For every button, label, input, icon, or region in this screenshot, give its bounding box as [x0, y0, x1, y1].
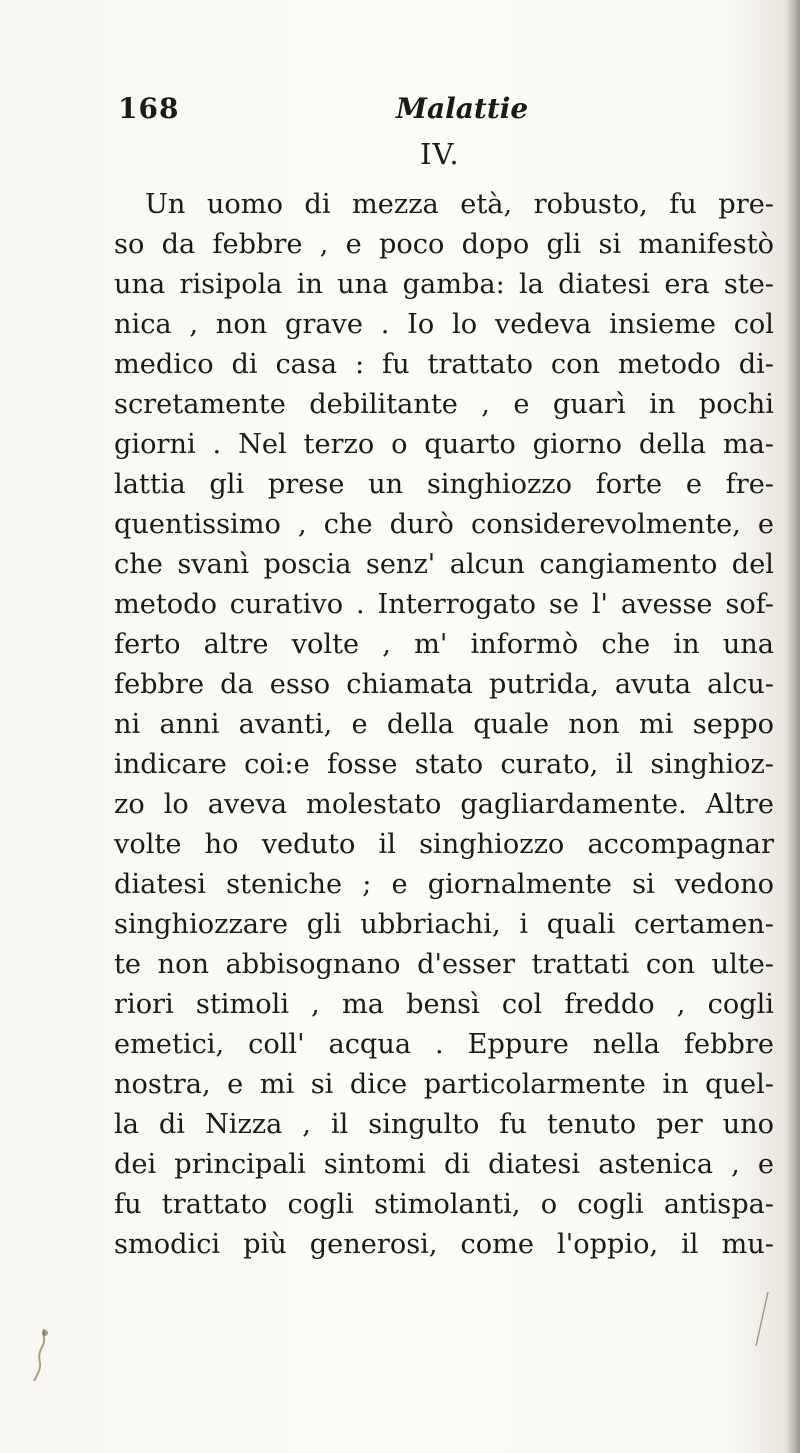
text-line: ni anni avanti, e della quale non mi seppo	[114, 709, 774, 740]
ink-blot-mark	[28, 1325, 58, 1385]
section-number: IV.	[420, 137, 460, 171]
text-line: zo lo aveva molestato gagliardamente. Altre	[114, 789, 774, 820]
text-line: so da febbre , e poco dopo gli si manifestò	[114, 229, 774, 260]
page-number: 168	[118, 92, 180, 125]
text-line: diatesi steniche ; e giornalmente si vedono	[114, 869, 774, 900]
page-edge-shadow	[786, 0, 800, 1453]
text-line: scretamente debilitante , e guarì in pochi	[114, 389, 774, 420]
text-line: medico di casa : fu trattato con metodo di-	[114, 349, 774, 380]
text-line: fu trattato cogli stimolanti, o cogli antispa-	[114, 1189, 774, 1220]
page-header	[118, 92, 618, 132]
text-line: indicare coi:e fosse stato curato, il singhioz-	[114, 749, 774, 780]
text-line: nica , non grave . Io lo vedeva insieme col	[114, 309, 774, 340]
text-line: una risipola in una gamba: la diatesi era ste-	[114, 269, 774, 300]
text-line: emetici, coll' acqua . Eppure nella febbre	[114, 1029, 774, 1060]
text-line: nostra, e mi si dice particolarmente in quel-	[114, 1069, 774, 1100]
text-line: dei principali sintomi di diatesi astenica , e	[114, 1149, 774, 1180]
text-line: volte ho veduto il singhiozzo accompagnar	[114, 829, 774, 860]
text-line: metodo curativo . Interrogato se l' avesse sof-	[114, 589, 774, 620]
text-line: riori stimoli , ma bensì col freddo , cogli	[114, 989, 774, 1020]
text-line: che svanì poscia senz' alcun cangiamento del	[114, 549, 774, 580]
text-line: te non abbisognano d'esser trattati con ulte-	[114, 949, 774, 980]
text-line: lattia gli prese un singhiozzo forte e fre-	[114, 469, 774, 500]
pencil-stroke-mark	[752, 1290, 772, 1350]
text-line: quentissimo , che durò considerevolmente, e	[114, 509, 774, 540]
text-line: febbre da esso chiamata putrida, avuta alcu-	[114, 669, 774, 700]
text-line: smodici più generosi, come l'oppio, il mu-	[114, 1229, 774, 1260]
text-line: la di Nizza , il singulto fu tenuto per uno	[114, 1109, 774, 1140]
text-line: singhiozzare gli ubbriachi, i quali certamen-	[114, 909, 774, 940]
running-head: Malattie	[396, 92, 529, 125]
text-line: Un uomo di mezza età, robusto, fu pre-	[145, 189, 774, 220]
text-line: giorni . Nel terzo o quarto giorno della ma-	[114, 429, 774, 460]
text-line: ferto altre volte , m' informò che in una	[114, 629, 774, 660]
